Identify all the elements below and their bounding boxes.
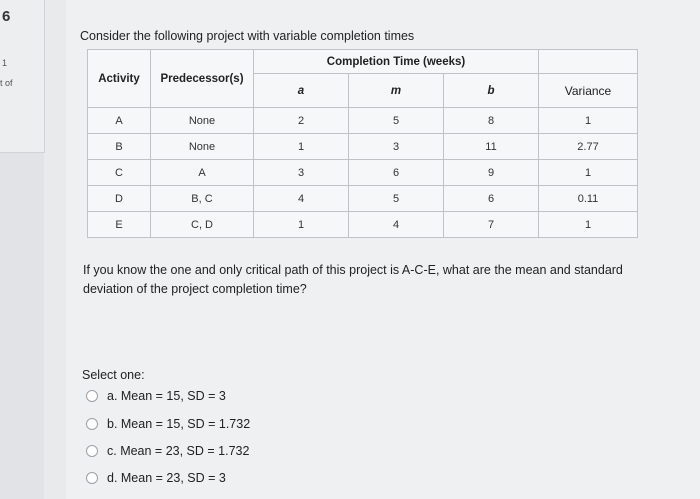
- header-blank: [539, 50, 638, 74]
- header-b: b: [444, 74, 539, 108]
- question-text: If you know the one and only critical path of this project is A-C-E, what are the mean and standard deviation of the project completion time?: [83, 263, 623, 296]
- cell-m: 4: [349, 212, 444, 238]
- option-label: a. Mean = 15, SD = 3: [107, 389, 226, 403]
- cell-predecessor: None: [151, 108, 254, 134]
- cell-activity: B: [88, 134, 151, 160]
- cell-b: 6: [444, 186, 539, 212]
- cell-activity: A: [88, 108, 151, 134]
- question-points: t of: [0, 78, 13, 88]
- option-label: c. Mean = 23, SD = 1.732: [107, 444, 250, 458]
- question-content: [66, 0, 700, 499]
- header-activity: Activity: [88, 50, 151, 108]
- header-variance: Variance: [539, 74, 638, 108]
- cell-predecessor: None: [151, 134, 254, 160]
- cell-m: 3: [349, 134, 444, 160]
- question-number: 6: [2, 8, 11, 25]
- cell-predecessor: A: [151, 160, 254, 186]
- cell-activity: D: [88, 186, 151, 212]
- table-row: [88, 134, 638, 160]
- cell-activity: C: [88, 160, 151, 186]
- activity-table: [87, 49, 638, 238]
- cell-variance: 1: [539, 212, 638, 238]
- cell-a: 1: [254, 134, 349, 160]
- cell-m: 5: [349, 186, 444, 212]
- select-one-label: Select one:: [82, 368, 145, 382]
- header-predecessor: Predecessor(s): [151, 50, 254, 108]
- table-row: [88, 108, 638, 134]
- cell-b: 8: [444, 108, 539, 134]
- cell-activity: E: [88, 212, 151, 238]
- option-b[interactable]: [86, 414, 250, 434]
- option-label: d. Mean = 23, SD = 3: [107, 471, 226, 485]
- cell-a: 3: [254, 160, 349, 186]
- table-row: [88, 212, 638, 238]
- header-a: a: [254, 74, 349, 108]
- question-mark: 1: [2, 58, 8, 68]
- cell-m: 6: [349, 160, 444, 186]
- cell-variance: 0.11: [539, 186, 638, 212]
- option-a[interactable]: [86, 386, 226, 406]
- cell-predecessor: C, D: [151, 212, 254, 238]
- question-info-box: [0, 0, 45, 153]
- question-prompt: Consider the following project with variable completion times: [80, 29, 415, 43]
- radio-icon[interactable]: [86, 445, 98, 457]
- radio-icon[interactable]: [86, 390, 98, 402]
- cell-a: 1: [254, 212, 349, 238]
- option-c[interactable]: [86, 441, 249, 461]
- cell-variance: 1: [539, 108, 638, 134]
- cell-b: 11: [444, 134, 539, 160]
- question-nav-panel: [0, 0, 44, 499]
- radio-icon[interactable]: [86, 418, 98, 430]
- cell-a: 4: [254, 186, 349, 212]
- table-row: [88, 186, 638, 212]
- cell-b: 9: [444, 160, 539, 186]
- option-label: b. Mean = 15, SD = 1.732: [107, 417, 251, 431]
- option-d[interactable]: [86, 468, 226, 488]
- cell-a: 2: [254, 108, 349, 134]
- radio-icon[interactable]: [86, 472, 98, 484]
- cell-b: 7: [444, 212, 539, 238]
- table-row: [88, 160, 638, 186]
- table-group-header-row: [88, 50, 638, 74]
- header-completion-time: Completion Time (weeks): [254, 50, 539, 74]
- header-m: m: [349, 74, 444, 108]
- cell-predecessor: B, C: [151, 186, 254, 212]
- cell-variance: 2.77: [539, 134, 638, 160]
- cell-variance: 1: [539, 160, 638, 186]
- cell-m: 5: [349, 108, 444, 134]
